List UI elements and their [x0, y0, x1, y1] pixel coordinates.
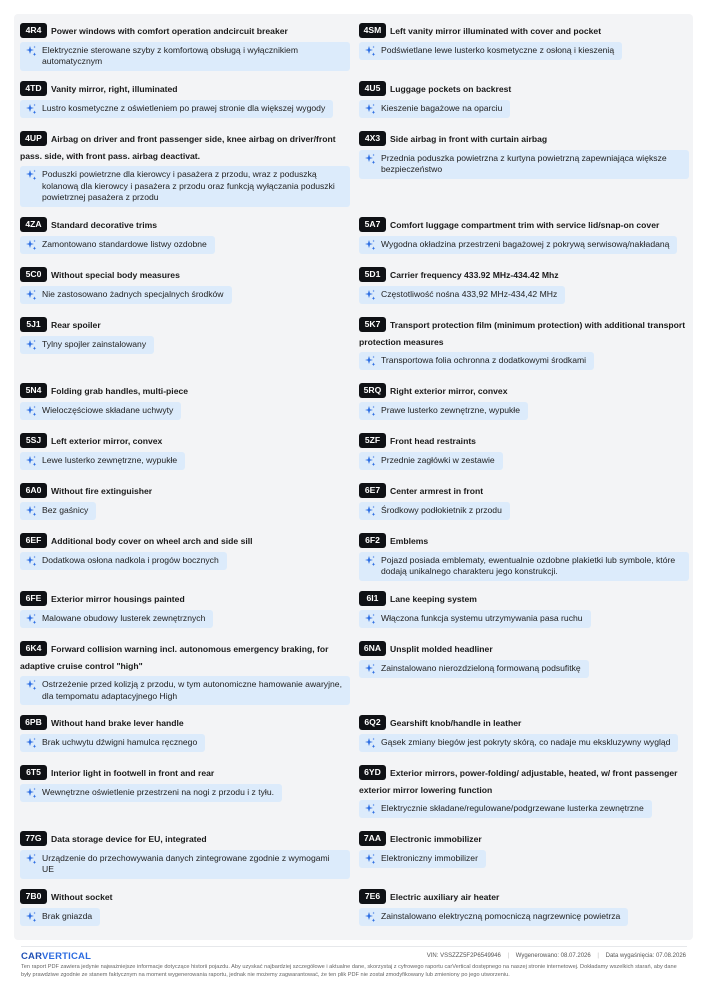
translation-text: Elektrycznie składane/regulowane/podgrzewane lusterka zewnętrzne: [381, 803, 644, 813]
option-code-badge: 4SM: [359, 23, 386, 38]
option-code-badge: 5ZF: [359, 433, 386, 448]
translation-text: Włączona funkcja systemu utrzymywania pasa ruchu: [381, 612, 583, 623]
translation-text: Zamontowano standardowe listwy ozdobne: [42, 238, 207, 249]
sparkle-icon: [25, 289, 37, 301]
equipment-title-text: Vanity mirror, right, illuminated: [51, 84, 178, 94]
equipment-title: [359, 831, 689, 848]
equipment-title-text: Side airbag in front with curtain airbag: [390, 134, 548, 144]
translation-text: Wygodna okładzina przestrzeni bagażowej z pokrywą serwisową/nakładaną: [381, 238, 670, 249]
footer-meta: VIN: VSSZZZ5F2P6549946 | Wygenerowano: 08.07.2026 | Data wygaśnięcia: 07.08.2026: [426, 953, 686, 959]
equipment-title: [359, 23, 689, 40]
option-code-badge: 6F2: [359, 533, 386, 548]
equipment-title: [20, 267, 350, 284]
translation-text: Zainstalowano nierozdzieloną formowaną podsufitkę: [381, 662, 581, 673]
generated-date: Wygenerowano: 08.07.2026: [515, 953, 591, 959]
sparkle-icon: [364, 613, 376, 625]
translation-box: [359, 452, 503, 470]
equipment-title-text: Unsplit molded headliner: [390, 644, 493, 654]
translation-text: Przednie zagłówki w zestawie: [381, 454, 495, 465]
translation-text: Poduszki powietrzne dla kierowcy i pasażera z przodu, wraz z poduszką kolanową dla kierowcy i pasażera z przodu oraz funkcją wyłączania poduszki powietrznej pasażera z przodu: [42, 169, 335, 202]
equipment-title-text: Power windows with comfort operation andcircuit breaker: [51, 26, 288, 36]
translation-text: Pojazd posiada emblematy, ewentualnie ozdobne plakietki lub symbole, które dodają unikalnego charakteru jego konstrukcji.: [381, 554, 676, 576]
option-code-badge: 6K4: [20, 641, 47, 656]
translation-text: Częstotliwość nośna 433,92 MHz-434,42 MHz: [381, 288, 558, 299]
equipment-title: [20, 889, 350, 906]
equipment-item: [359, 715, 689, 754]
translation-box: [359, 610, 591, 628]
translation-box: [359, 908, 628, 926]
translation-box: [359, 502, 510, 520]
translation-text: Brak uchwytu dźwigni hamulca ręcznego: [42, 736, 198, 747]
option-code-badge: 6A0: [20, 483, 47, 498]
equipment-title: [359, 81, 689, 98]
footer-disclaimer: Ten raport PDF zawiera jedynie najważniejsze informacje dotyczące historii pojazdu. Aby uzyskać najbardziej szczegółowe i aktualne dane, skorzystaj z cyfrowego raportu carVertical dostępnego na naszej stronie internetowej. Dokładamy wszelkich starań, aby dane były prawdziwe zgodnie ze stanem faktycznym na moment wygenerowania raportu, jednak nie możemy zagwarantować, że ten plik PDF nie został zmodyfikowany lub zmieniony po jego utworzeniu.: [21, 964, 677, 978]
option-code-badge: 6E7: [359, 483, 386, 498]
option-code-badge: 7B0: [20, 889, 47, 904]
equipment-title: [20, 23, 350, 40]
equipment-item: [359, 433, 689, 472]
translation-text: Nie zastosowano żadnych specjalnych środków: [42, 288, 224, 299]
equipment-title: [20, 483, 350, 500]
equipment-title-text: Additional body cover on wheel arch and side sill: [51, 536, 253, 546]
sparkle-icon: [364, 45, 376, 57]
translation-box: [359, 150, 689, 179]
option-code-badge: 5J1: [20, 317, 47, 332]
translation-box: [20, 676, 350, 705]
equipment-title: [20, 641, 350, 674]
option-code-badge: 6Q2: [359, 715, 386, 730]
equipment-item: [359, 23, 689, 62]
equipment-title: [20, 765, 350, 782]
sparkle-icon: [364, 853, 376, 865]
sparkle-icon: [364, 405, 376, 417]
equipment-title: [359, 131, 689, 148]
equipment-title-text: Airbag on driver and front passenger side, knee airbag on driver/front pass. side, with front pass. airbag deactivat.: [20, 134, 336, 161]
equipment-title-text: Interior light in footwell in front and rear: [51, 768, 215, 778]
translation-text: Przednia poduszka powietrzna z kurtyna powietrzną zapewniająca większe bezpieczeństwo: [381, 152, 667, 174]
equipment-item: [359, 81, 689, 120]
option-code-badge: 5N4: [20, 383, 47, 398]
translation-box: [20, 402, 181, 420]
equipment-title: [359, 483, 689, 500]
option-code-badge: 5SJ: [20, 433, 47, 448]
option-code-badge: 6I1: [359, 591, 386, 606]
translation-box: [20, 452, 185, 470]
sparkle-icon: [25, 737, 37, 749]
sparkle-icon: [25, 455, 37, 467]
translation-box: [359, 42, 622, 60]
equipment-item: [359, 267, 689, 306]
equipment-title: [20, 81, 350, 98]
sparkle-icon: [25, 239, 37, 251]
translation-box: [359, 402, 528, 420]
option-code-badge: 4U5: [359, 81, 386, 96]
sparkle-icon: [364, 455, 376, 467]
sparkle-icon: [364, 555, 376, 567]
translation-box: [359, 850, 486, 868]
equipment-title-text: Data storage device for EU, integrated: [51, 834, 207, 844]
option-code-badge: 77G: [20, 831, 47, 846]
translation-box: [20, 42, 350, 71]
equipment-title: [359, 383, 689, 400]
translation-box: [20, 236, 215, 254]
sparkle-icon: [25, 555, 37, 567]
sparkle-icon: [25, 169, 37, 181]
option-code-badge: 5K7: [359, 317, 386, 332]
equipment-title: [20, 217, 350, 234]
equipment-title-text: Transport protection film (minimum protection) with additional transport protection measures: [359, 320, 686, 347]
option-code-badge: 5RQ: [359, 383, 386, 398]
equipment-title: [20, 383, 350, 400]
equipment-title-text: Standard decorative trims: [51, 220, 158, 230]
equipment-title-text: Gearshift knob/handle in leather: [390, 718, 522, 728]
translation-box: [20, 908, 100, 926]
translation-box: [359, 100, 510, 118]
option-code-badge: 6T5: [20, 765, 47, 780]
equipment-title-text: Without socket: [51, 892, 113, 902]
translation-text: Zainstalowano elektryczną pomocniczą nagrzewnicę powietrza: [381, 910, 621, 921]
translation-box: [359, 734, 678, 752]
option-code-badge: 6YD: [359, 765, 386, 780]
equipment-item: [20, 831, 350, 879]
equipment-item: [359, 831, 689, 870]
option-code-badge: 6PB: [20, 715, 47, 730]
translation-box: [20, 502, 96, 520]
option-code-badge: 4ZA: [20, 217, 47, 232]
translation-box: [359, 660, 589, 678]
sparkle-icon: [364, 737, 376, 749]
sparkle-icon: [25, 679, 37, 691]
equipment-title: [20, 533, 350, 550]
translation-text: Transportowa folia ochronna z dodatkowymi środkami: [381, 355, 587, 365]
sparkle-icon: [364, 239, 376, 251]
sparkle-icon: [25, 103, 37, 115]
equipment-title-text: Exterior mirror housings painted: [51, 594, 185, 604]
equipment-title-text: Without special body measures: [51, 270, 180, 280]
equipment-item: [20, 533, 350, 572]
footer-divider: [21, 946, 687, 947]
equipment-item: [359, 317, 689, 372]
translation-box: [359, 236, 677, 254]
equipment-title: [20, 591, 350, 608]
equipment-title: [359, 217, 689, 234]
translation-box: [20, 784, 282, 802]
option-code-badge: 5C0: [20, 267, 47, 282]
equipment-title: [20, 831, 350, 848]
equipment-title: [359, 533, 689, 550]
option-code-badge: 4X3: [359, 131, 386, 146]
sparkle-icon: [25, 505, 37, 517]
sparkle-icon: [364, 103, 376, 115]
equipment-title-text: Without fire extinguisher: [51, 486, 153, 496]
translation-text: Urządzenie do przechowywania danych zintegrowane zgodnie z wymogami UE: [42, 852, 330, 874]
option-code-badge: 5A7: [359, 217, 386, 232]
translation-text: Bez gaśnicy: [42, 504, 89, 515]
equipment-title-text: Electronic immobilizer: [390, 834, 482, 844]
sparkle-icon: [364, 355, 376, 367]
sparkle-icon: [25, 613, 37, 625]
translation-text: Elektrycznie sterowane szyby z komfortową obsługą i wyłącznikiem automatycznym: [42, 44, 298, 66]
equipment-item: [20, 715, 350, 754]
translation-box: [359, 352, 594, 370]
translation-text: Prawe lusterko zewnętrzne, wypukłe: [381, 404, 520, 415]
sparkle-icon: [364, 803, 376, 815]
equipment-title: [359, 641, 689, 658]
translation-text: Elektroniczny immobilizer: [381, 852, 478, 863]
equipment-item: [359, 641, 689, 680]
equipment-title-text: Folding grab handles, multi-piece: [51, 386, 189, 396]
equipment-title-text: Electric auxiliary air heater: [390, 892, 500, 902]
equipment-title: [20, 433, 350, 450]
sparkle-icon: [364, 289, 376, 301]
equipment-item: [20, 765, 350, 804]
translation-box: [20, 734, 205, 752]
option-code-badge: 7E6: [359, 889, 386, 904]
option-code-badge: 6EF: [20, 533, 47, 548]
equipment-item: [20, 641, 350, 705]
equipment-title: [359, 715, 689, 732]
equipment-title-text: Rear spoiler: [51, 320, 101, 330]
option-code-badge: 4R4: [20, 23, 47, 38]
translation-box: [20, 166, 350, 207]
equipment-item: [20, 81, 350, 120]
translation-text: Wewnętrzne oświetlenie przestrzeni na nogi z przodu i z tyłu.: [42, 786, 274, 797]
translation-box: [359, 286, 565, 304]
equipment-title: [359, 889, 689, 906]
option-code-badge: 6NA: [359, 641, 386, 656]
equipment-item: [20, 591, 350, 630]
equipment-item: [359, 217, 689, 256]
equipment-item: [359, 383, 689, 422]
equipment-title: [359, 591, 689, 608]
option-code-badge: 6FE: [20, 591, 47, 606]
equipment-title-text: Left vanity mirror illuminated with cover and pocket: [390, 26, 602, 36]
equipment-title-text: Forward collision warning incl. autonomous emergency braking, for adaptive cruise control "high": [20, 644, 329, 671]
equipment-item: [20, 317, 350, 356]
equipment-title-text: Center armrest in front: [390, 486, 484, 496]
translation-text: Wieloczęściowe składane uchwyty: [42, 404, 174, 415]
translation-box: [20, 552, 227, 570]
equipment-title-text: Without hand brake lever handle: [51, 718, 184, 728]
sparkle-icon: [364, 663, 376, 675]
translation-box: [20, 850, 350, 879]
equipment-title-text: Left exterior mirror, convex: [51, 436, 163, 446]
equipment-item: [20, 267, 350, 306]
equipment-title: [359, 317, 689, 350]
equipment-title-text: Front head restraints: [390, 436, 476, 446]
equipment-title-text: Lane keeping system: [390, 594, 477, 604]
sparkle-icon: [25, 911, 37, 923]
expiry-date: Data wygaśnięcia: 07.08.2026: [605, 953, 686, 959]
translation-text: Gąsek zmiany biegów jest pokryty skórą, co nadaje mu ekskluzywny wygląd: [381, 736, 671, 747]
translation-box: [20, 336, 154, 354]
option-code-badge: 4UP: [20, 131, 47, 146]
translation-text: Ostrzeżenie przed kolizją z przodu, w tym autonomiczne hamowanie awaryjne, dla tempomatu adaptacyjnego High: [42, 679, 342, 701]
equipment-item: [359, 131, 689, 179]
equipment-title-text: Carrier frequency 433.92 MHz-434.42 Mhz: [390, 270, 559, 280]
translation-text: Dodatkowa osłona nadkola i progów bocznych: [42, 554, 219, 565]
sparkle-icon: [364, 153, 376, 165]
equipment-title-text: Right exterior mirror, convex: [390, 386, 508, 396]
equipment-title-text: Comfort luggage compartment trim with service lid/snap-on cover: [390, 220, 660, 230]
sparkle-icon: [364, 911, 376, 923]
translation-text: Środkowy podłokietnik z przodu: [381, 504, 502, 515]
equipment-title-text: Luggage pockets on backrest: [390, 84, 512, 94]
translation-text: Lustro kosmetyczne z oświetleniem po prawej stronie dla większej wygody: [42, 102, 326, 113]
equipment-item: [359, 889, 689, 928]
sparkle-icon: [25, 787, 37, 799]
sparkle-icon: [25, 405, 37, 417]
equipment-title: [20, 715, 350, 732]
translation-text: Brak gniazda: [42, 910, 93, 921]
translation-box: [20, 286, 232, 304]
carvertical-logo: CARVERTICAL: [21, 951, 92, 962]
sparkle-icon: [25, 45, 37, 57]
equipment-item: [20, 23, 350, 71]
equipment-item: [20, 217, 350, 256]
sparkle-icon: [25, 339, 37, 351]
equipment-item: [20, 383, 350, 422]
equipment-item: [359, 591, 689, 630]
translation-box: [359, 800, 652, 818]
equipment-title: [359, 765, 689, 798]
translation-box: [359, 552, 689, 581]
equipment-title: [359, 267, 689, 284]
translation-text: Kieszenie bagażowe na oparciu: [381, 102, 503, 113]
equipment-item: [20, 131, 350, 207]
translation-text: Lewe lusterko zewnętrzne, wypukłe: [42, 454, 178, 465]
vin-text: VIN: VSSZZZ5F2P6549946: [426, 953, 501, 959]
option-code-badge: 4TD: [20, 81, 47, 96]
equipment-item: [359, 483, 689, 522]
translation-box: [20, 610, 213, 628]
sparkle-icon: [25, 853, 37, 865]
equipment-title-text: Exterior mirrors, power-folding/ adjustable, heated, w/ front passenger exterior mirror lowering function: [359, 768, 678, 795]
equipment-item: [20, 433, 350, 472]
sparkle-icon: [364, 505, 376, 517]
equipment-title-text: Emblems: [390, 536, 429, 546]
equipment-title: [20, 317, 350, 334]
equipment-item: [20, 889, 350, 928]
translation-text: Podświetlane lewe lusterko kosmetyczne z osłoną i kieszenią: [381, 44, 615, 55]
equipment-item: [359, 533, 689, 581]
equipment-item: [359, 765, 689, 820]
option-code-badge: 7AA: [359, 831, 386, 846]
translation-text: Tylny spojler zainstalowany: [42, 338, 147, 349]
equipment-title: [359, 433, 689, 450]
equipment-title: [20, 131, 350, 164]
translation-text: Malowane obudowy lusterek zewnętrznych: [42, 612, 206, 623]
equipment-item: [20, 483, 350, 522]
option-code-badge: 5D1: [359, 267, 386, 282]
translation-box: [20, 100, 333, 118]
